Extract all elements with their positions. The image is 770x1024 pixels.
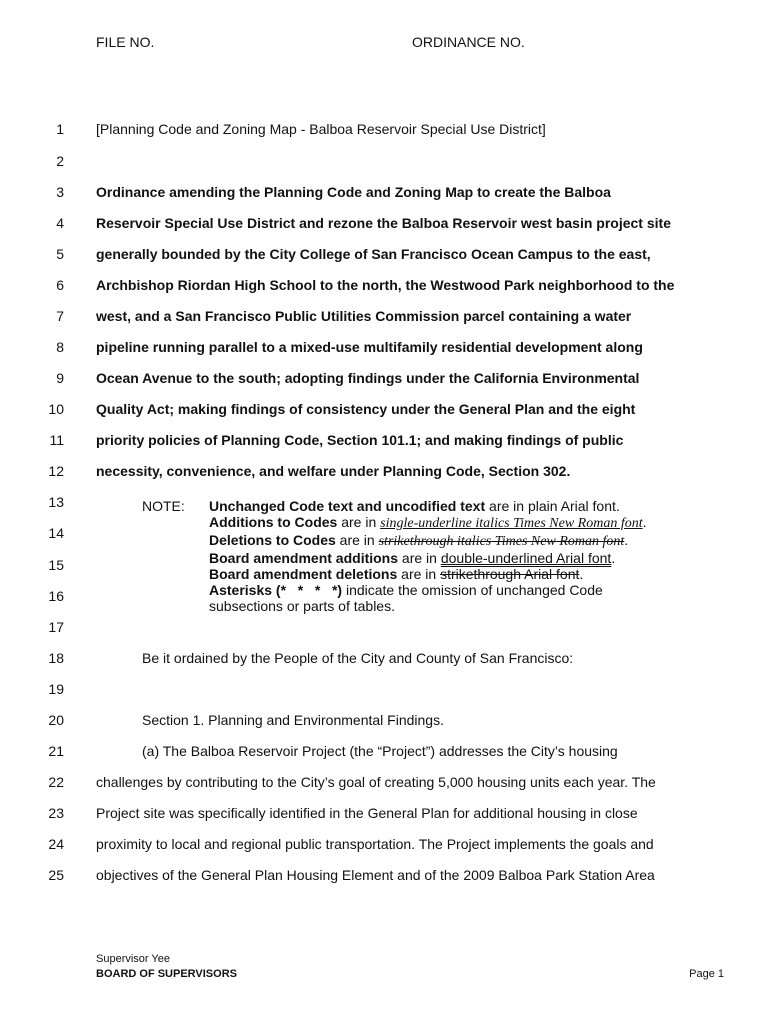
body-line: (a) The Balboa Reservoir Project (the “Project”) addresses the City’s housing <box>142 743 618 759</box>
ordinance-no-label: ORDINANCE NO. <box>412 34 525 50</box>
enacting-clause: Be it ordained by the People of the City and County of San Francisco: <box>142 650 574 666</box>
line-number: 3 <box>56 184 64 200</box>
note-line-asterisks-cont: subsections or parts of tables. <box>209 598 395 614</box>
note-label: NOTE: <box>142 498 185 514</box>
line-number: 22 <box>48 774 64 790</box>
line-number: 12 <box>48 463 64 479</box>
line-number: 17 <box>48 619 64 635</box>
line-number: 2 <box>56 153 64 169</box>
line-number: 6 <box>56 277 64 293</box>
summary-line: generally bounded by the City College of San Francisco Ocean Campus to the east, <box>96 246 651 262</box>
line-number: 19 <box>48 681 64 697</box>
line-number: 24 <box>48 836 64 852</box>
line-number: 13 <box>48 494 64 510</box>
note-body <box>209 498 647 614</box>
line-number: 23 <box>48 805 64 821</box>
line-number: 10 <box>48 401 64 417</box>
summary-line: Reservoir Special Use District and rezone the Balboa Reservoir west basin project site <box>96 215 671 231</box>
summary-line: pipeline running parallel to a mixed-use multifamily residential development along <box>96 339 643 355</box>
footer-sponsor: Supervisor Yee <box>96 953 170 965</box>
line-number: 8 <box>56 339 64 355</box>
note-line-board-additions: Board amendment additions are in double-underlined Arial font. <box>209 550 616 566</box>
ordinance-title: [Planning Code and Zoning Map - Balboa Reservoir Special Use District] <box>96 121 546 137</box>
summary-line: Ordinance amending the Planning Code and Zoning Map to create the Balboa <box>96 184 611 200</box>
summary-line: Ocean Avenue to the south; adopting findings under the California Environmental <box>96 370 640 386</box>
line-number: 11 <box>49 432 64 448</box>
line-number: 5 <box>56 246 64 262</box>
file-no-label: FILE NO. <box>96 34 155 50</box>
footer-board: BOARD OF SUPERVISORS <box>96 968 237 980</box>
line-number: 18 <box>48 650 64 666</box>
body-line: objectives of the General Plan Housing Element and of the 2009 Balboa Park Station Area <box>96 867 655 883</box>
line-number: 14 <box>48 525 64 541</box>
line-number: 9 <box>56 370 64 386</box>
line-number: 20 <box>48 712 64 728</box>
body-line: Project site was specifically identified in the General Plan for additional housing in close <box>96 805 638 821</box>
note-line-unchanged: Unchanged Code text and uncodified text are in plain Arial font. <box>209 498 620 514</box>
page-number: Page 1 <box>689 968 724 980</box>
line-number: 1 <box>56 121 64 137</box>
line-number: 16 <box>48 588 64 604</box>
note-line-deletions: Deletions to Codes are in strikethrough italics Times New Roman font. <box>209 532 629 549</box>
summary-line: Archbishop Riordan High School to the north, the Westwood Park neighborhood to the <box>96 277 675 293</box>
line-number: 15 <box>48 557 64 573</box>
summary-line: necessity, convenience, and welfare under Planning Code, Section 302. <box>96 463 571 479</box>
body-line: proximity to local and regional public transportation. The Project implements the goals and <box>96 836 654 852</box>
summary-line: west, and a San Francisco Public Utilities Commission parcel containing a water <box>96 308 632 324</box>
body-line: challenges by contributing to the City’s goal of creating 5,000 housing units each year. The <box>96 774 656 790</box>
summary-line: Quality Act; making findings of consistency under the General Plan and the eight <box>96 401 636 417</box>
line-number: 7 <box>56 308 64 324</box>
note-line-additions: Additions to Codes are in single-underline italics Times New Roman font. <box>209 514 647 531</box>
section-heading: Section 1. Planning and Environmental Findings. <box>142 712 444 728</box>
note-line-board-deletions: Board amendment deletions are in strikethrough Arial font. <box>209 566 584 582</box>
note-line-asterisks: Asterisks (* * * *) indicate the omission of unchanged Code <box>209 582 603 598</box>
line-number: 4 <box>56 215 64 231</box>
line-number: 25 <box>48 867 64 883</box>
line-number: 21 <box>48 743 64 759</box>
summary-line: priority policies of Planning Code, Section 101.1; and making findings of public <box>96 432 624 448</box>
